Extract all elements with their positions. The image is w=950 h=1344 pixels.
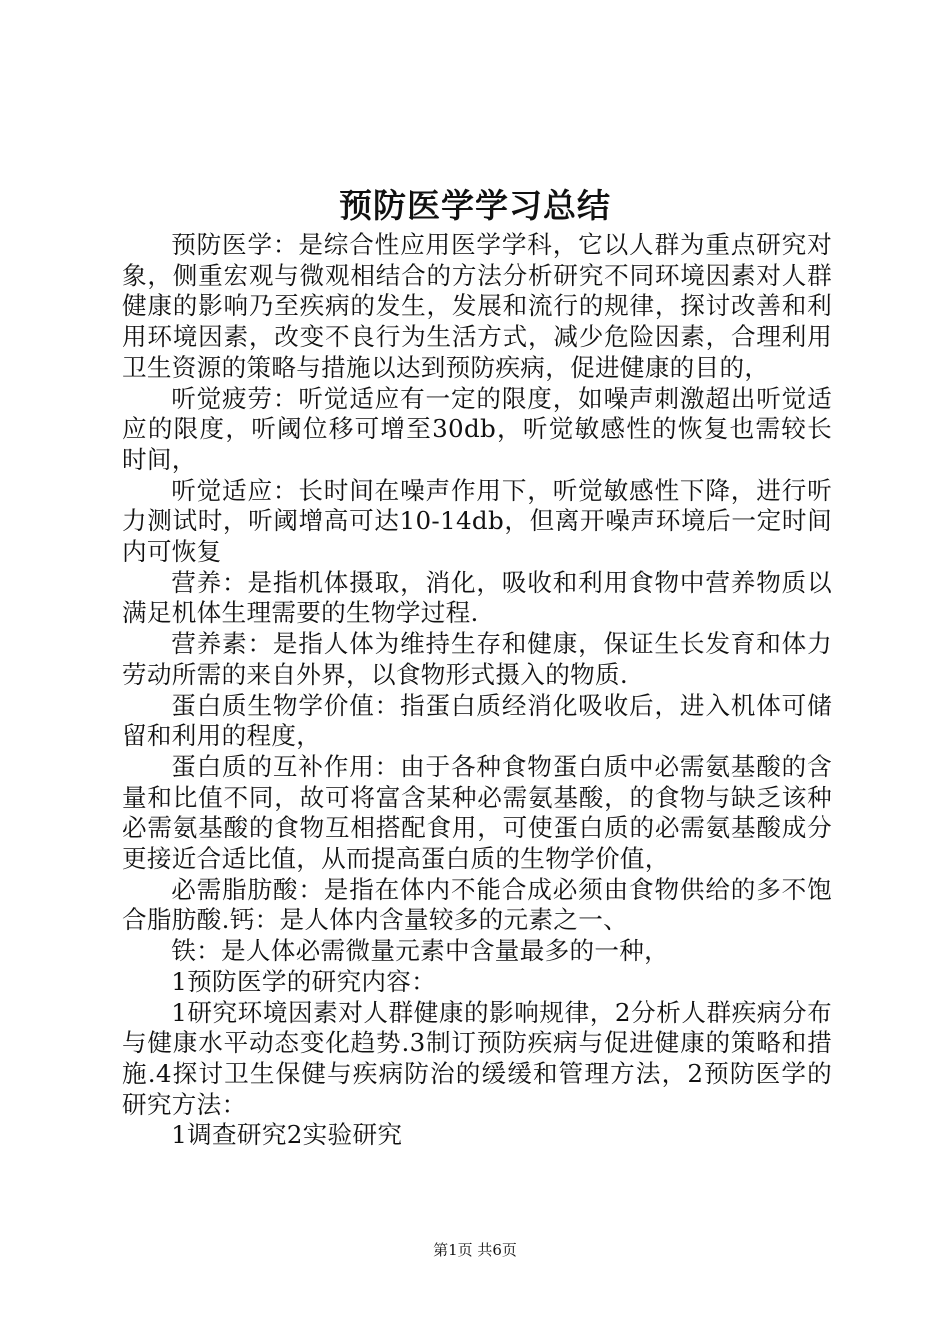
document-body [122,230,832,1151]
paragraph-iron: 铁：是人体必需微量元素中含量最多的一种， [171,936,670,966]
paragraph-nutrients: 营养素：是指人体为维持生存和健康，保证生长发育和体力劳动所需的来自外界，以食物形式摄入的物质. [122,629,832,689]
paragraph-protein-complementary-action: 蛋白质的互补作用：由于各种食物蛋白质中必需氨基酸的含量和比值不同，故可将富含某种必需氨基酸，的食物与缺乏该种必需氨基酸的食物互相搭配食用，可使蛋白质的必需氨基酸成分更接近合适比值，从而提高蛋白质的生物学价值， [122,751,832,874]
paragraph-research-content-heading: 1预防医学的研究内容： [171,966,437,996]
paragraph-auditory-adaptation: 听觉适应：长时间在噪声作用下，听觉敏感性下降，进行听力测试时，听阈增高可达10-14db，但离开噪声环境后一定时间内可恢复 [122,475,832,567]
document-title: 预防医学学习总结 [339,186,611,225]
paragraph-research-methods: 1调查研究2实验研究 [171,1120,403,1150]
paragraph-protein-biological-value: 蛋白质生物学价值：指蛋白质经消化吸收后，进入机体可储留和利用的程度， [122,690,832,751]
paragraph-auditory-fatigue: 听觉疲劳：听觉适应有一定的限度，如噪声刺激超出听觉适应的限度，听阈位移可增至30db，听觉敏感性的恢复也需较长时间， [122,383,832,474]
paragraph-essential-fatty-acids: 必需脂肪酸：是指在体内不能合成必须由食物供给的多不饱合脂肪酸.钙：是人体内含量较多的元素之一、 [122,874,832,935]
paragraph-preventive-medicine: 预防医学：是综合性应用医学学科，它以人群为重点研究对象，侧重宏观与微观相结合的方法分析研究不同环境因素对人群健康的影响乃至疾病的发生，发展和流行的规律，探讨改善和利用环境因素，改变不良行为生活方式，减少危险因素，合理利用卫生资源的策略与措施以达到预防疾病，促进健康的目的， [122,230,832,382]
paragraph-research-content-list: 1研究环境因素对人群健康的影响规律，2分析人群疾病分布与健康水平动态变化趋势.3制订预防疾病与促进健康的策略和措施.4探讨卫生保健与疾病防治的缓缓和管理方法，2预防医学的研究方法： [122,997,832,1119]
page-number: 第1页 共6页 [433,1241,517,1259]
paragraph-nutrition: 营养：是指机体摄取，消化，吸收和利用食物中营养物质以满足机体生理需要的生物学过程. [122,567,832,628]
